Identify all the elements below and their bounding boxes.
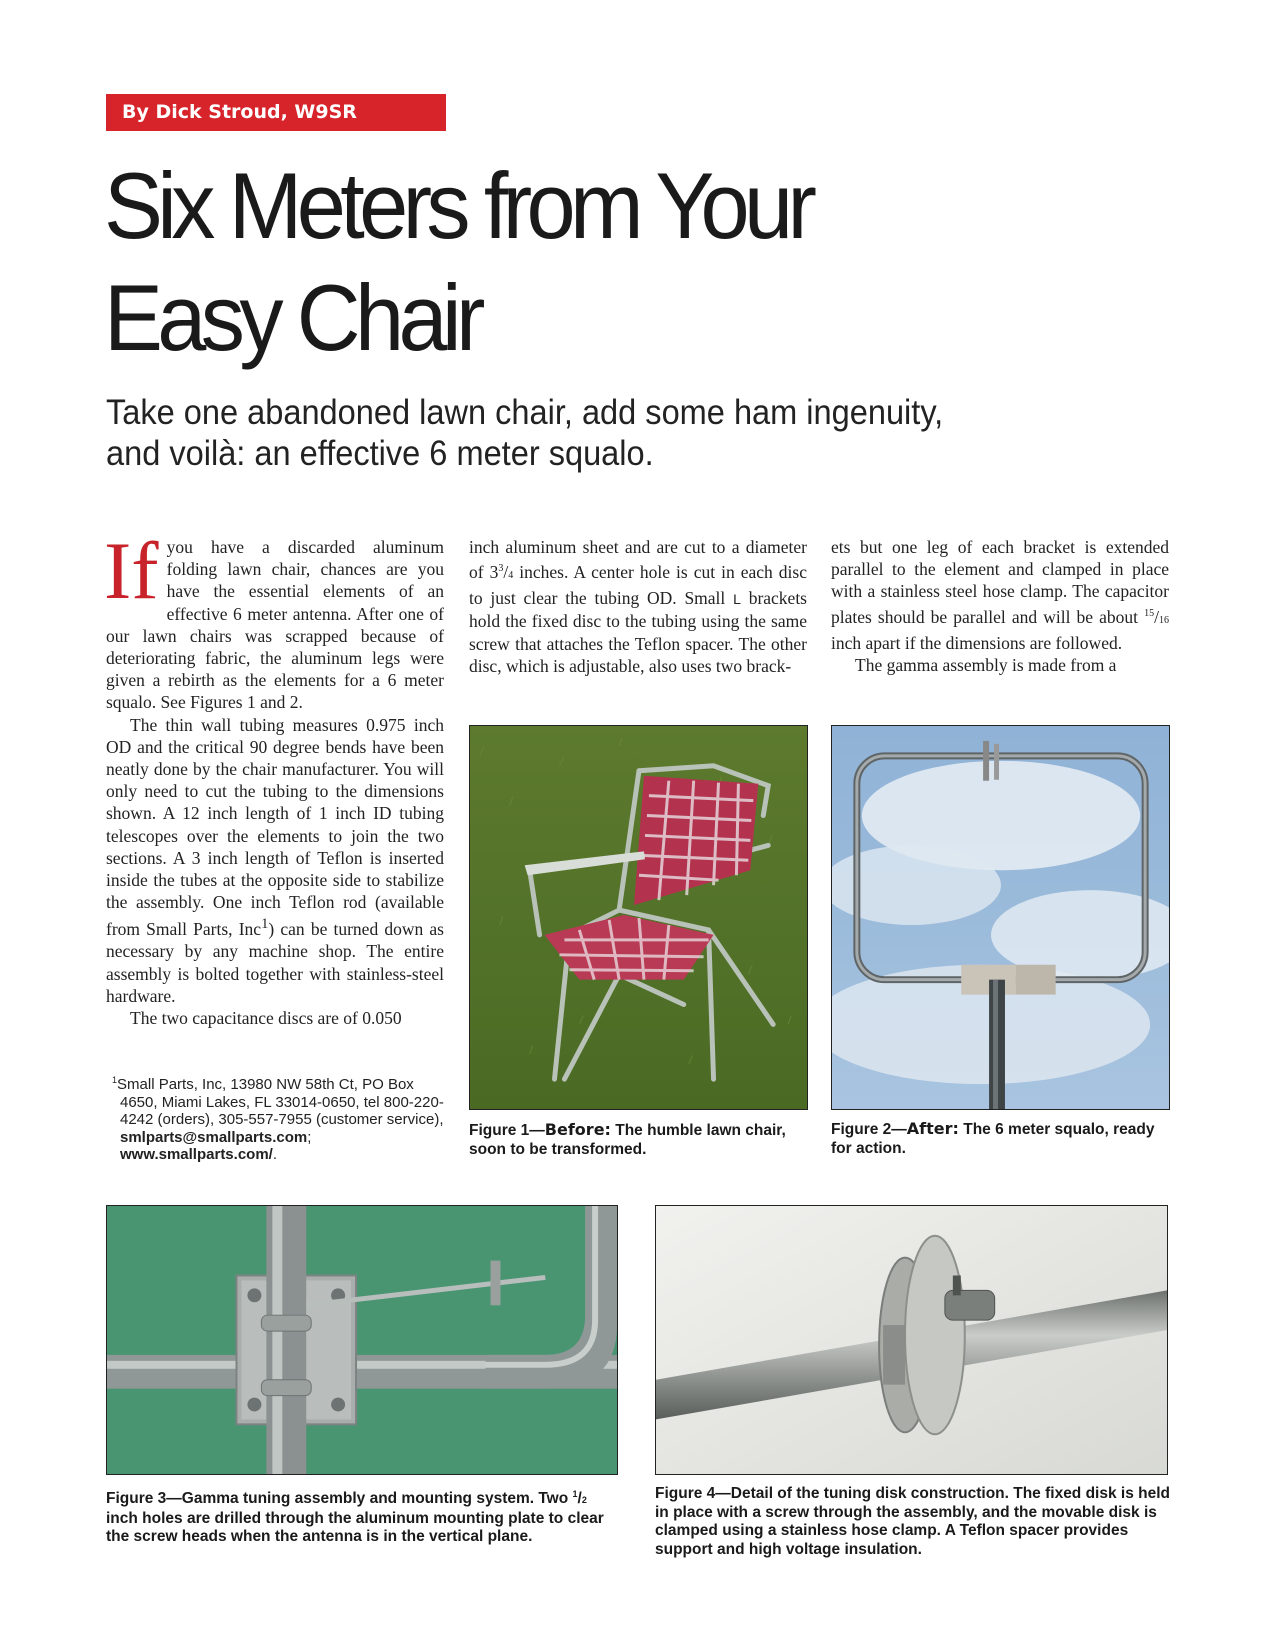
col2-text-c: brackets hold the fixed disc to the tubing using the same screw that attaches the Teflon spacer. The other disc, which is adjustable, also uses two brack- [469, 588, 807, 676]
body-column-3 [831, 536, 1169, 676]
figure-1-text: The humble lawn chair, soon to be transformed. [469, 1122, 786, 1158]
fraction-num: 3 [498, 563, 504, 575]
lawn-chair-image [470, 726, 807, 1109]
col3-text-a: ets but one leg of each bracket is extended parallel to the element and clamped in place with a stainless steel hose clamp. The capacitor plates should be parallel and will be about [831, 537, 1169, 627]
paragraph-continued: inch aluminum sheet and are cut to a diameter of $3^3/4$ inches. A center hole is cut in each disc to just clear the tubing OD. Small L brackets hold the fixed disc to the tubing using the same screw that attaches the Teflon spacer. The other disc, which is adjustable, also uses two brack- [469, 537, 807, 676]
deck-line-2: and voilà: an effective 6 meter squalo. [106, 434, 654, 473]
l-glyph: L [733, 591, 741, 608]
figure-3-frac-den: 2 [581, 1495, 587, 1506]
figure-2-text: The 6 meter squalo, ready for action. [831, 1121, 1155, 1157]
col3-text-b: inch apart if the dimensions are followed. [831, 632, 1123, 653]
figure-2-lead: After: [906, 1119, 959, 1138]
footnote-sep: ; [307, 1128, 312, 1146]
col2-text-b: inches. A center hole is cut in each disc to just clear the tubing OD. Small [469, 562, 807, 609]
gamma-assembly-image [107, 1206, 617, 1474]
figure-2-label: Figure 2— [831, 1121, 907, 1138]
figure-1-caption [469, 1121, 809, 1159]
paragraph-1 [104, 525, 444, 714]
article-title [104, 150, 1138, 374]
paragraph-continued-2: ets but one leg of each bracket is extended parallel to the element and clamped in place with a stainless steel hose clamp. The capacitor plates should be parallel and will be about $^{15}$/16 inch apart if the dimensions are followed. [831, 537, 1169, 653]
paragraph-2-text-a: The thin wall tubing measures 0.975 inch OD and the critical 90 degree bends have been neatly done by the chair manufacturer. You will only need to cut the tubing to the dimensions shown. A 12 inch length of 1 inch ID tubing telescopes over the elements to join the two sections. A 3 inch length of Teflon is inserted inside the tubes at the opposite side to stabilize the assembly. One inch Teflon rod (available from Small Parts, Inc [106, 714, 444, 940]
figure-1-label: Figure 1— [469, 1122, 545, 1139]
title-line-2: Easy Chair [104, 265, 480, 370]
title-line-1: Six Meters from Your [104, 153, 812, 258]
footnote-email: smlparts@smallparts.com [120, 1128, 308, 1146]
figure-1-photo [469, 725, 808, 1110]
squalo-antenna-image [832, 726, 1169, 1109]
figure-3-caption: Figure 3—Gamma tuning assembly and mounting system. Two $^1$/2 inch holes are drilled through the aluminum mounting plate to clear the screw heads when the antenna is in the vertical plane. [106, 1489, 604, 1546]
byline: By Dick Stroud, W9SR [106, 94, 446, 131]
article-deck [106, 392, 1036, 474]
footnote-mark: 1 [112, 1075, 118, 1085]
col2-text-a: inch aluminum sheet and are cut to a diameter of 3 [469, 537, 807, 583]
figure-3-text: inch holes are drilled through the aluminum mounting plate to clear the screw heads when the antenna is in the vertical plane. [106, 1509, 604, 1546]
footnote-text: Small Parts, Inc, 13980 NW 58th Ct, PO Box 4650, Miami Lakes, FL 33014-0650, tel 800-220-4242 (orders), 305-557-7955 (customer service), [117, 1076, 444, 1128]
deck-line-1: Take one abandoned lawn chair, add some ham ingenuity, [106, 393, 944, 432]
drop-cap: If [104, 525, 159, 616]
body-column-2 [469, 536, 807, 677]
fraction-num-2: 15 [1144, 607, 1155, 619]
figure-3-photo [106, 1205, 618, 1475]
paragraph-1-text: you have a discarded aluminum folding lawn chair, chances are you have the essential elements of an effective 6 meter antenna. After one of our lawn chairs was scrapped because of deteriorating fabric, the aluminum legs were given a rebirth as the elements for a 6 meter squalo. See Figures 1 and 2. [106, 537, 444, 713]
figure-3-label: Figure 3—Gamma tuning assembly and mounting system. Two [106, 1490, 573, 1508]
fraction-den: 4 [508, 570, 514, 582]
figure-4-photo [655, 1205, 1168, 1475]
figure-3-frac-num: 1 [572, 1489, 578, 1499]
paragraph-2 [106, 714, 444, 1007]
body-column-1 [104, 525, 444, 1029]
figure-1-lead: Before: [544, 1120, 611, 1139]
footnote-end: . [272, 1146, 277, 1163]
fraction-den-2: 16 [1159, 614, 1169, 626]
footnote-ref: 1 [261, 916, 269, 933]
figure-2-photo [831, 725, 1170, 1110]
figure-2-caption [831, 1120, 1171, 1158]
figure-4-caption: Figure 4—Detail of the tuning disk construction. The fixed disk is held in place with a screw through the assembly, and the movable disk is clamped using a stainless hose clamp. A Teflon spacer provides support and high voltage insulation. [655, 1485, 1171, 1558]
tuning-disk-image [656, 1206, 1167, 1474]
paragraph-gamma: The gamma assembly is made from a [855, 654, 1117, 675]
footnote-url: www.smallparts.com/ [120, 1146, 273, 1163]
paragraph-2-text-b: ) can be turned down as necessary by any machine shop. The entire assembly is bolted together with stainless-steel hardware. [106, 919, 444, 1006]
paragraph-3: The two capacitance discs are of 0.050 [130, 1008, 402, 1029]
footnote [106, 1072, 446, 1164]
